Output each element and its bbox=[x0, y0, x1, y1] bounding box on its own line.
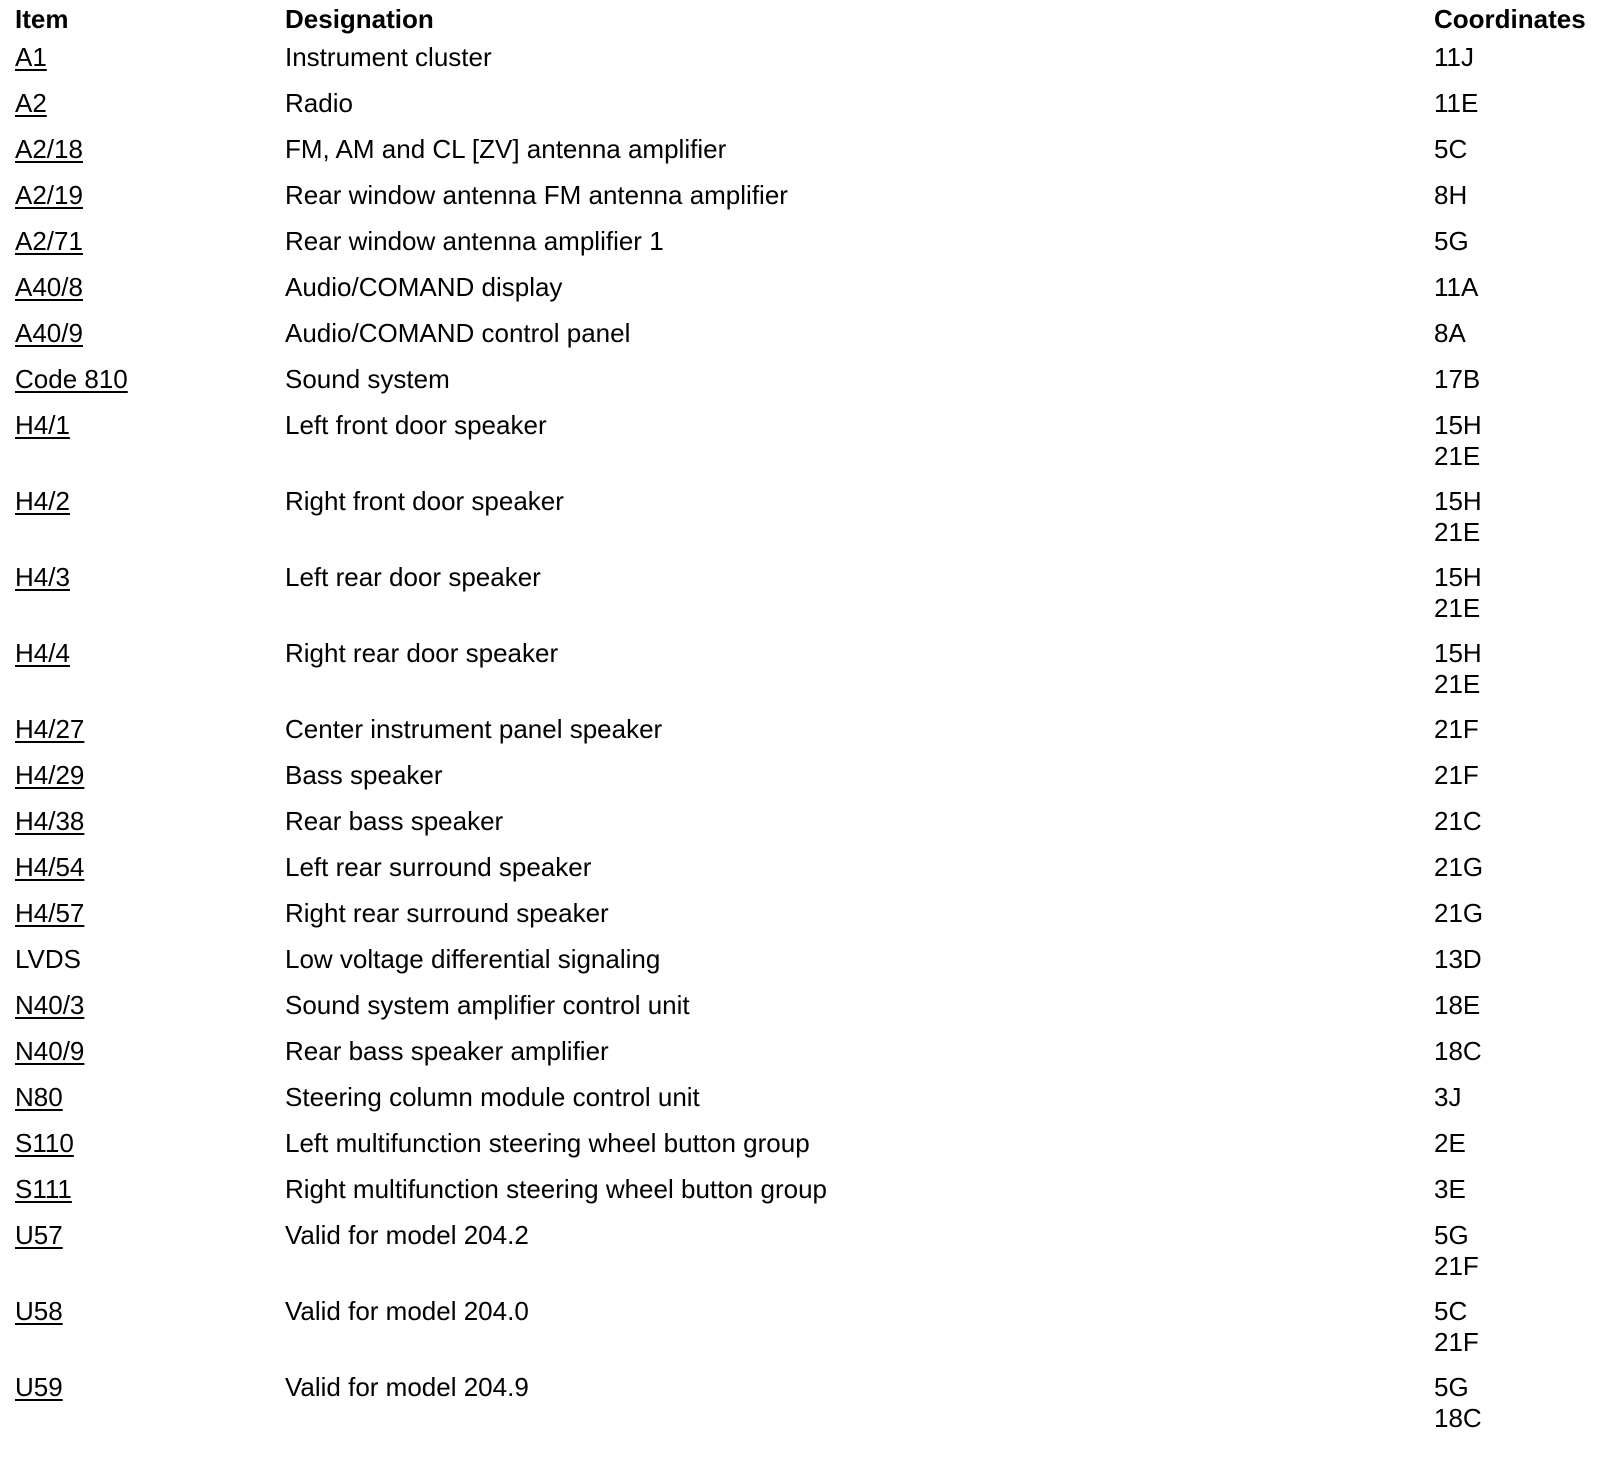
item-link[interactable]: H4/54 bbox=[15, 852, 85, 882]
table-row bbox=[15, 364, 1590, 410]
header-coordinates: Coordinates bbox=[1434, 4, 1586, 34]
coordinates-cell bbox=[1434, 272, 1590, 318]
coordinate-value: 5C bbox=[1434, 134, 1468, 164]
coordinate-value: 21E bbox=[1434, 592, 1481, 623]
item-link[interactable]: H4/4 bbox=[15, 638, 70, 668]
designation-cell: Bass speaker bbox=[285, 760, 443, 790]
coordinates-cell bbox=[1434, 226, 1590, 272]
designation-cell: Steering column module control unit bbox=[285, 1082, 700, 1112]
item-link[interactable]: A40/8 bbox=[15, 272, 83, 302]
item-link[interactable]: U58 bbox=[15, 1296, 63, 1326]
coordinate-value: 21F bbox=[1434, 1326, 1479, 1357]
coordinates-cell bbox=[1434, 1082, 1590, 1128]
item-link[interactable]: N40/3 bbox=[15, 990, 85, 1020]
designation-cell: Valid for model 204.0 bbox=[285, 1296, 529, 1326]
coordinate-value: 21G bbox=[1434, 898, 1484, 928]
designation-cell: Left multifunction steering wheel button group bbox=[285, 1128, 810, 1158]
item-cell bbox=[15, 1128, 285, 1174]
item-link[interactable]: H4/27 bbox=[15, 714, 85, 744]
table-row bbox=[15, 410, 1590, 486]
coordinates-cell bbox=[1434, 898, 1590, 944]
item-cell bbox=[15, 1036, 285, 1082]
table-row bbox=[15, 88, 1590, 134]
coordinates-cell bbox=[1434, 318, 1590, 364]
coordinates-cell bbox=[1434, 562, 1590, 638]
designation-cell: Sound system bbox=[285, 364, 450, 394]
table-row bbox=[15, 562, 1590, 638]
coordinate-value: 3J bbox=[1434, 1082, 1462, 1112]
designation-cell: Center instrument panel speaker bbox=[285, 714, 663, 744]
table-body bbox=[15, 42, 1590, 1448]
coordinate-value: 11A bbox=[1434, 272, 1479, 302]
item-cell bbox=[15, 486, 285, 562]
coordinate-value: 11E bbox=[1434, 88, 1479, 118]
coordinates-cell bbox=[1434, 944, 1590, 990]
table-row bbox=[15, 760, 1590, 806]
item-cell bbox=[15, 42, 285, 88]
item-cell bbox=[15, 562, 285, 638]
item-cell bbox=[15, 364, 285, 410]
table-row bbox=[15, 898, 1590, 944]
coordinates-cell bbox=[1434, 1220, 1590, 1296]
item-cell bbox=[15, 806, 285, 852]
coordinate-value: 5G bbox=[1434, 1220, 1469, 1250]
coordinates-cell bbox=[1434, 1296, 1590, 1372]
item-link[interactable]: H4/29 bbox=[15, 760, 85, 790]
item-link[interactable]: H4/2 bbox=[15, 486, 70, 516]
coordinate-value: 21E bbox=[1434, 440, 1481, 471]
coordinates-cell bbox=[1434, 134, 1590, 180]
table-row bbox=[15, 318, 1590, 364]
item-link[interactable]: N40/9 bbox=[15, 1036, 85, 1066]
designation-cell: Rear bass speaker amplifier bbox=[285, 1036, 609, 1066]
coordinate-value: 21F bbox=[1434, 1250, 1479, 1281]
header-designation: Designation bbox=[285, 4, 434, 34]
designation-cell: Right front door speaker bbox=[285, 486, 564, 516]
table-row bbox=[15, 806, 1590, 852]
table-row bbox=[15, 1036, 1590, 1082]
coordinate-value: 21C bbox=[1434, 806, 1482, 836]
designation-cell: Rear bass speaker bbox=[285, 806, 504, 836]
item-cell bbox=[15, 226, 285, 272]
item-link[interactable]: A1 bbox=[15, 42, 47, 72]
table-row bbox=[15, 1128, 1590, 1174]
designation-cell: Right multifunction steering wheel button group bbox=[285, 1174, 827, 1204]
coordinate-value: 13D bbox=[1434, 944, 1482, 974]
item-link[interactable]: A40/9 bbox=[15, 318, 83, 348]
coordinates-cell bbox=[1434, 852, 1590, 898]
coordinate-value: 17B bbox=[1434, 364, 1481, 394]
coordinates-cell bbox=[1434, 1036, 1590, 1082]
table-row bbox=[15, 272, 1590, 318]
designation-cell: Rear window antenna amplifier 1 bbox=[285, 226, 664, 256]
coordinates-cell bbox=[1434, 760, 1590, 806]
item-cell bbox=[15, 852, 285, 898]
coordinates-cell bbox=[1434, 638, 1590, 714]
item-cell bbox=[15, 1174, 285, 1220]
item-link[interactable]: Code 810 bbox=[15, 364, 128, 394]
item-cell bbox=[15, 714, 285, 760]
coordinates-cell bbox=[1434, 1372, 1590, 1448]
table-row bbox=[15, 486, 1590, 562]
table-row bbox=[15, 1296, 1590, 1372]
item-cell bbox=[15, 88, 285, 134]
table-row bbox=[15, 1174, 1590, 1220]
item-cell bbox=[15, 180, 285, 226]
coordinates-cell bbox=[1434, 410, 1590, 486]
header-item: Item bbox=[15, 4, 69, 34]
item-cell bbox=[15, 1296, 285, 1372]
coordinates-cell bbox=[1434, 990, 1590, 1036]
table-header bbox=[15, 4, 1590, 42]
item-cell bbox=[15, 1220, 285, 1296]
item-cell bbox=[15, 990, 285, 1036]
coordinate-value: 2E bbox=[1434, 1128, 1466, 1158]
coordinates-cell bbox=[1434, 1128, 1590, 1174]
designation-cell: Sound system amplifier control unit bbox=[285, 990, 690, 1020]
item-link[interactable]: S111 bbox=[15, 1174, 72, 1204]
coordinates-cell bbox=[1434, 486, 1590, 562]
item-link[interactable]: A2/18 bbox=[15, 134, 83, 164]
coordinate-value: 15H bbox=[1434, 486, 1482, 516]
item-cell bbox=[15, 944, 285, 990]
item-link[interactable]: U59 bbox=[15, 1372, 63, 1402]
table-row bbox=[15, 990, 1590, 1036]
designation-cell: Left rear door speaker bbox=[285, 562, 541, 592]
coordinate-value: 8H bbox=[1434, 180, 1468, 210]
item-link[interactable]: H4/57 bbox=[15, 898, 85, 928]
item-label: LVDS bbox=[15, 944, 81, 974]
table-row bbox=[15, 134, 1590, 180]
coordinate-value: 11J bbox=[1434, 42, 1474, 72]
coordinate-value: 8A bbox=[1434, 318, 1466, 348]
designation-cell: Instrument cluster bbox=[285, 42, 492, 72]
item-cell bbox=[15, 898, 285, 944]
item-link[interactable]: A2 bbox=[15, 88, 47, 118]
item-link[interactable]: S110 bbox=[15, 1128, 74, 1158]
item-link[interactable]: H4/38 bbox=[15, 806, 85, 836]
designation-cell: Valid for model 204.9 bbox=[285, 1372, 529, 1402]
item-link[interactable]: A2/71 bbox=[15, 226, 83, 256]
coordinates-cell bbox=[1434, 42, 1590, 88]
coordinate-value: 15H bbox=[1434, 410, 1482, 440]
coordinates-cell bbox=[1434, 180, 1590, 226]
table-row bbox=[15, 226, 1590, 272]
header-row bbox=[15, 4, 1590, 42]
designation-cell: FM, AM and CL [ZV] antenna amplifier bbox=[285, 134, 727, 164]
item-link[interactable]: H4/3 bbox=[15, 562, 70, 592]
table-row bbox=[15, 180, 1590, 226]
designation-cell: Left front door speaker bbox=[285, 410, 547, 440]
item-cell bbox=[15, 272, 285, 318]
table-row bbox=[15, 714, 1590, 760]
coordinates-cell bbox=[1434, 1174, 1590, 1220]
item-cell bbox=[15, 134, 285, 180]
table-row bbox=[15, 1082, 1590, 1128]
coordinates-cell bbox=[1434, 88, 1590, 134]
coordinate-value: 5G bbox=[1434, 1372, 1469, 1402]
coordinate-value: 21F bbox=[1434, 714, 1479, 744]
coordinates-cell bbox=[1434, 714, 1590, 760]
coordinate-value: 5G bbox=[1434, 226, 1469, 256]
coordinate-value: 15H bbox=[1434, 562, 1482, 592]
item-link[interactable]: H4/1 bbox=[15, 410, 70, 440]
item-cell bbox=[15, 1082, 285, 1128]
coordinate-value: 18C bbox=[1434, 1036, 1482, 1066]
designation-cell: Low voltage differential signaling bbox=[285, 944, 661, 974]
coordinates-cell bbox=[1434, 364, 1590, 410]
item-cell bbox=[15, 318, 285, 364]
designation-cell: Audio/COMAND control panel bbox=[285, 318, 631, 348]
item-link[interactable]: U57 bbox=[15, 1220, 63, 1250]
coordinate-value: 21E bbox=[1434, 668, 1481, 699]
designation-cell: Rear window antenna FM antenna amplifier bbox=[285, 180, 788, 210]
coordinate-value: 18C bbox=[1434, 1402, 1482, 1433]
coordinate-value: 21G bbox=[1434, 852, 1484, 882]
coordinate-value: 21E bbox=[1434, 516, 1481, 547]
coordinate-value: 18E bbox=[1434, 990, 1481, 1020]
coordinate-value: 5C bbox=[1434, 1296, 1468, 1326]
item-cell bbox=[15, 1372, 285, 1448]
designation-cell: Right rear door speaker bbox=[285, 638, 559, 668]
table-row bbox=[15, 852, 1590, 898]
item-link[interactable]: N80 bbox=[15, 1082, 63, 1112]
table-row bbox=[15, 944, 1590, 990]
designation-cell: Left rear surround speaker bbox=[285, 852, 592, 882]
item-cell bbox=[15, 760, 285, 806]
item-cell bbox=[15, 410, 285, 486]
designation-cell: Valid for model 204.2 bbox=[285, 1220, 529, 1250]
coordinates-cell bbox=[1434, 806, 1590, 852]
designation-cell: Radio bbox=[285, 88, 353, 118]
table-row bbox=[15, 42, 1590, 88]
component-legend-table bbox=[15, 4, 1590, 1448]
table-row bbox=[15, 1220, 1590, 1296]
table-row bbox=[15, 1372, 1590, 1448]
table-row bbox=[15, 638, 1590, 714]
coordinate-value: 21F bbox=[1434, 760, 1479, 790]
coordinate-value: 3E bbox=[1434, 1174, 1466, 1204]
designation-cell: Audio/COMAND display bbox=[285, 272, 563, 302]
item-link[interactable]: A2/19 bbox=[15, 180, 83, 210]
coordinate-value: 15H bbox=[1434, 638, 1482, 668]
designation-cell: Right rear surround speaker bbox=[285, 898, 609, 928]
item-cell bbox=[15, 638, 285, 714]
